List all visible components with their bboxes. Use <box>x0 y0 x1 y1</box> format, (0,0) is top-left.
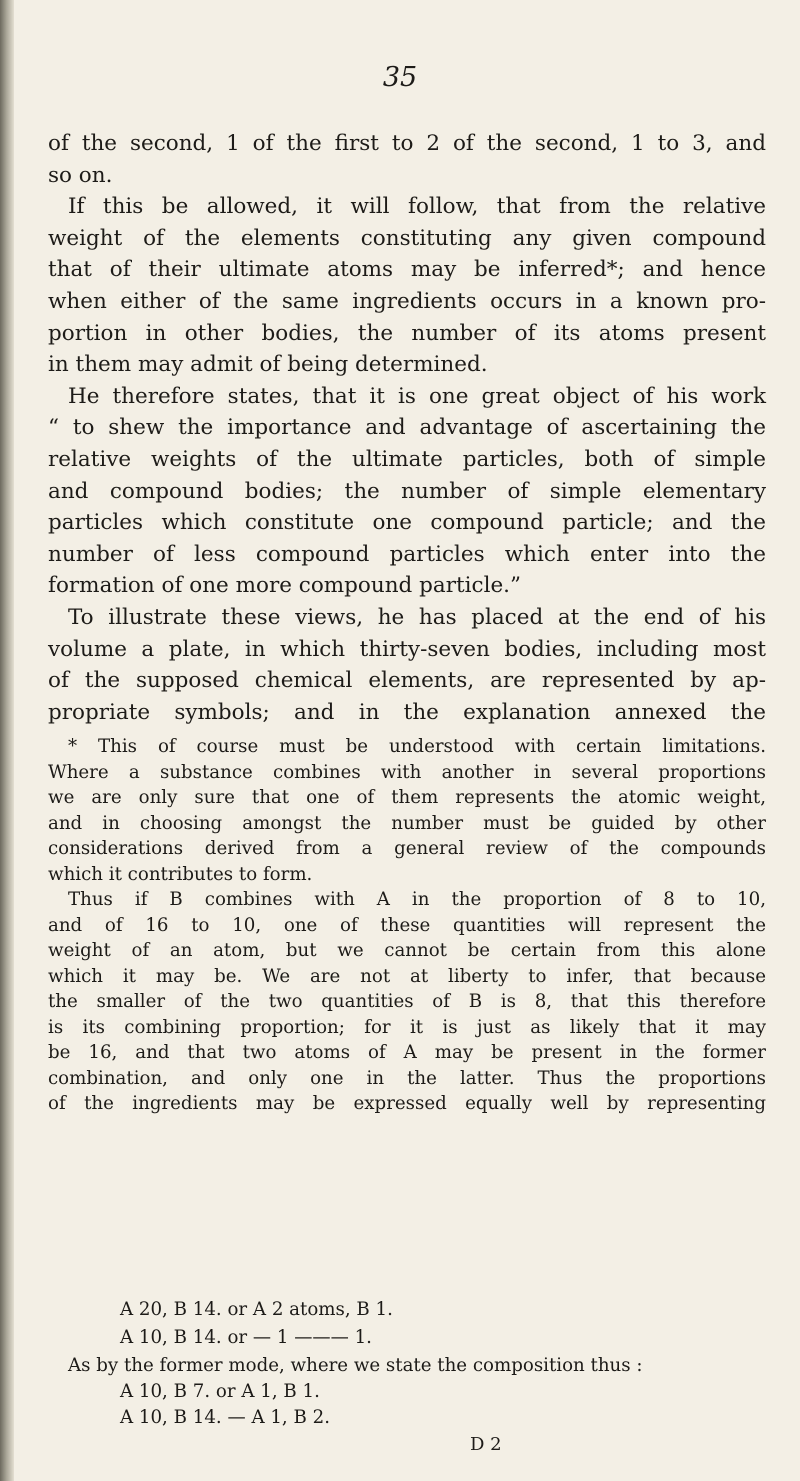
text-line: number of less compound particles which enter into the <box>48 541 766 567</box>
footnote-line: be 16, and that two atoms of A may be present in the former <box>48 1042 766 1064</box>
footnote-line: we are only sure that one of them represents the atomic weight, <box>48 787 766 809</box>
text-line: when either of the same ingredients occurs in a known pro- <box>48 288 766 314</box>
footnote-line: is its combining proportion; for it is just as likely that it may <box>48 1016 766 1038</box>
text-line: To illustrate these views, he has placed at the end of his <box>68 604 766 630</box>
text-line: of the supposed chemical elements, are represented by ap- <box>48 668 766 694</box>
main-text <box>48 128 766 728</box>
footnote-line: considerations derived from a general review of the compounds <box>48 838 766 860</box>
text-line: formation of one more compound particle.” <box>48 573 521 599</box>
text-line: He therefore states, that it is one great object of his work <box>68 383 766 409</box>
formula-line: A 10, B 7. or A 1, B 1. <box>120 1381 320 1402</box>
formula-line: A 10, B 14. — A 1, B 2. <box>120 1407 330 1428</box>
footnote-line: Thus if B combines with A in the proportion of 8 to 10, <box>68 889 766 911</box>
footnote-line: * This of course must be understood with certain limitations. <box>68 736 766 758</box>
text-line: volume a plate, in which thirty-seven bodies, including most <box>48 636 766 662</box>
page-number: 35 <box>382 62 418 93</box>
formula-line: A 20, B 14. or A 2 atoms, B 1. <box>120 1299 393 1320</box>
text-line: that of their ultimate atoms may be inferred*; and hence <box>48 257 766 283</box>
text-line: portion in other bodies, the number of its atoms present <box>48 320 766 346</box>
text-line: “ to shew the importance and advantage of ascertaining the <box>48 415 766 441</box>
formula-line: A 10, B 14. or — 1 ——— 1. <box>120 1327 372 1348</box>
footnote-line: of the ingredients may be expressed equally well by representing <box>48 1093 766 1115</box>
signature-mark: D 2 <box>470 1434 502 1455</box>
footnote <box>48 734 766 1117</box>
footnote-line: which it contributes to form. <box>48 863 313 885</box>
footnote-line: and in choosing amongst the number must be guided by other <box>48 812 766 834</box>
text-line: weight of the elements constituting any given compound <box>48 225 766 251</box>
footnote-line: weight of an atom, but we cannot be certain from this alone <box>48 940 766 962</box>
text-line: in them may admit of being determined. <box>48 352 488 378</box>
text-line: If this be allowed, it will follow, that from the relative <box>68 194 766 220</box>
page-gutter-shadow <box>0 0 14 1481</box>
text-line: relative weights of the ultimate particles, both of simple <box>48 446 766 472</box>
footnote-line: and of 16 to 10, one of these quantities will represent the <box>48 914 766 936</box>
footnote-line: which it may be. We are not at liberty to infer, that because <box>48 965 766 987</box>
text-line: and compound bodies; the number of simple elementary <box>48 478 766 504</box>
text-line: of the second, 1 of the first to 2 of the second, 1 to 3, and <box>48 131 766 156</box>
footnote-line: Where a substance combines with another in several proportions <box>48 761 766 783</box>
footnote-line: As by the former mode, where we state the composition thus : <box>68 1355 643 1376</box>
body-text <box>48 128 766 1117</box>
text-line: propriate symbols; and in the explanation annexed the <box>48 699 766 725</box>
text-line: particles which constitute one compound particle; and the <box>48 510 766 536</box>
text-line: so on. <box>48 162 113 188</box>
footnote-line: the smaller of the two quantities of B is 8, that this therefore <box>48 991 766 1013</box>
footnote-line: combination, and only one in the latter. Thus the proportions <box>48 1067 766 1089</box>
